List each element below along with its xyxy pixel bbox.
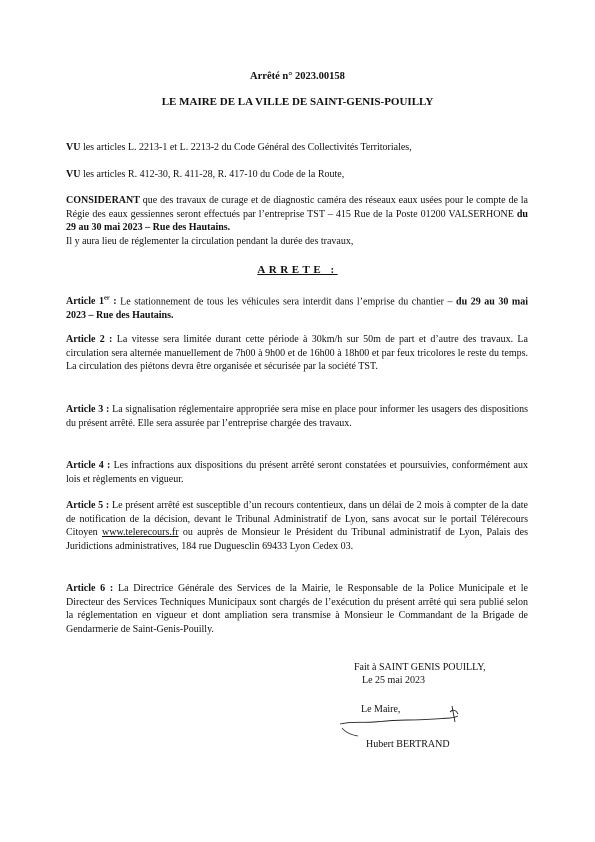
article-1 [66,292,528,323]
article-6 [66,582,528,636]
vu-paragraph-1 [66,141,528,155]
article-1-text: Le stationnement de tous les véhicules sera interdit dans l’emprise du chantier – [116,296,457,308]
article-label [66,296,117,307]
considerant-paragraph [66,194,528,248]
telerecours-link[interactable]: www.telerecours.fr [102,527,179,539]
article-1-colon: : [109,296,117,308]
considerant-label: CONSIDERANT [66,195,140,206]
article-3-text: La signalisation réglementaire appropriée sera mise en place pour informer les usagers des dispositions du présent arrêté. Elle sera assurée par l’entreprise chargée des travaux. [66,404,528,429]
signature-place: Fait à SAINT GENIS POUILLY, [354,662,486,673]
arrete-number: Arrêté n° 2023.00158 [250,71,345,82]
article-5-text-end: ou auprès de Monsieur le Président du Tribunal administratif de Lyon, Palais des Juridictions administratives, 184 rue Duguesclin 69433 Lyon Cedex 03. [66,527,529,552]
considerant-text: que des travaux de curage et de diagnostic caméra des réseaux eaux usées pour le compte de la Régie des eaux gessiennes seront effectués par l’entreprise TST – 415 Rue de la Poste 01200 VALSERHONE [66,195,528,220]
document-title: LE MAIRE DE LA VILLE DE SAINT-GENIS-POUILLY [161,96,434,108]
arrete-heading: ARRETE : [257,264,338,276]
article-label: Article 2 : [66,334,113,345]
considerant-conclusion: Il y aura lieu de réglementer la circulation pendant la durée des travaux, [66,235,354,247]
handwritten-signature [338,700,468,740]
article-label: Article 5 : [66,500,110,511]
vu-label: VU [66,169,81,180]
considerant-dates: du 29 au 30 mai 2023 – Rue des Hautains. [66,208,528,234]
article-label: Article 3 : [66,404,110,415]
article-6-text: La Directrice Générale des Services de la Mairie, le Responsable de la Police Municipale et le Directeur des Services Techniques Municipaux sont chargés de l’exécution du présent arrêté qui sera publié selon la réglementation en vigueur et dont ampliation sera transmise à Monsieur le Commandant de la Brigade de Gendarmerie de Saint-Genis-Pouilly. [66,583,528,635]
article-2-text: La vitesse sera limitée durant cette période à 30km/h sur 50m de part et d’autre des travaux. La circulation sera alternée manuellement de 7h00 à 9h00 et de 16h00 à 18h00 et par feux tricolores le reste du temps. La circulation des piétons devra être organisée et sécurisée par la société TST. [66,334,528,373]
vu-text: les articles L. 2213-1 et L. 2213-2 du Code Général des Collectivités Territoriales, [80,142,412,153]
vu-paragraph-2 [66,168,528,182]
article-label: Article 6 : [66,583,114,594]
article-1-label: Article 1 [66,296,104,308]
article-4-text: Les infractions aux dispositions du présent arrêté seront constatées et poursuivies, conformément aux lois et règlements en vigueur. [66,460,528,485]
vu-label: VU [66,142,81,153]
article-2 [66,333,528,374]
signature-role: Le Maire, [361,704,401,715]
article-3 [66,403,528,430]
article-1-dates: du 29 au 30 mai 2023 – Rue des Hautains. [66,296,528,321]
article-label: Article 4 : [66,460,111,471]
article-5-text: Le présent arrêté est susceptible d’un recours contentieux, dans un délai de 2 mois à compter de la date de notification de la décision, devant le Tribunal Administratif de Lyon, sans avocat sur le portail Télérecours Citoyen [66,500,528,539]
article-5 [66,499,528,553]
article-4 [66,459,528,486]
article-1-superscript: er [103,295,110,302]
signature-date: Le 25 mai 2023 [362,675,426,686]
vu-text: les articles R. 412-30, R. 411-28, R. 417-10 du Code de la Route, [80,169,345,180]
signer-name: Hubert BERTRAND [366,739,450,750]
